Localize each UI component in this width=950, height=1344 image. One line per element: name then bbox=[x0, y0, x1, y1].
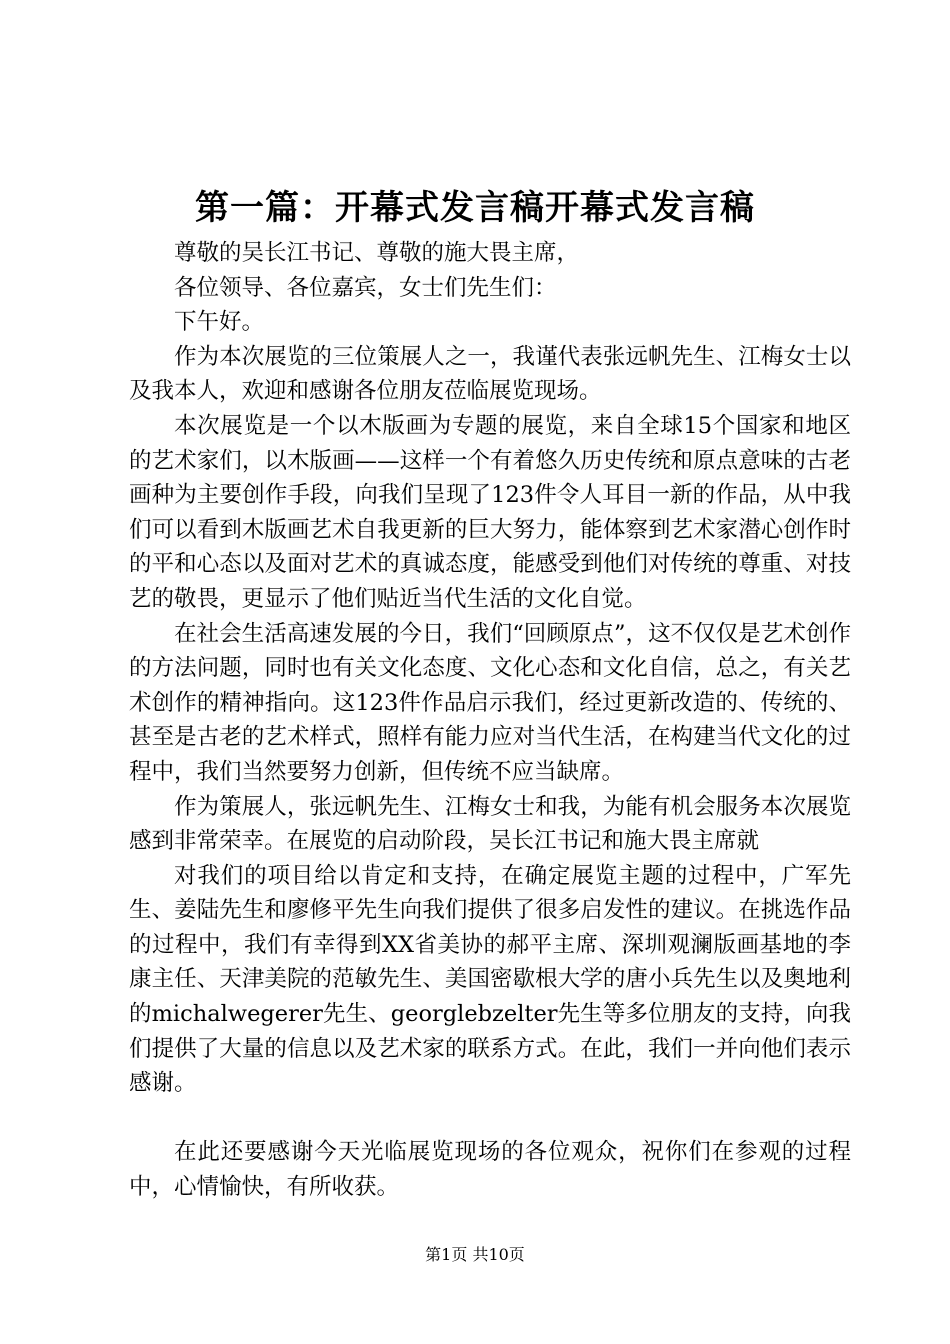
paragraph-curators: 作为策展人，张远帆先生、江梅女士和我，为能有机会服务本次展览感到非常荣幸。在展览的启动阶段，吴长江书记和施大畏主席就 bbox=[129, 793, 851, 855]
paragraph-closing: 在此还要感谢今天光临展览现场的各位观众，祝你们在参观的过程中，心情愉快，有所收获。 bbox=[129, 1139, 851, 1201]
document-body bbox=[129, 236, 851, 1205]
document-title: 第一篇：开幕式发言稿开幕式发言稿 bbox=[195, 188, 755, 228]
paragraph-exhibition-intro: 本次展览是一个以木版画为专题的展览，来自全球15个国家和地区的艺术家们，以木版画——这样一个有着悠久历史传统和原点意味的古老画种为主要创作手段，向我们呈现了123件令人耳目一新的作品，从中我们可以看到木版画艺术自我更新的巨大努力，能体察到艺术家潜心创作时的平和心态以及面对艺术的真诚态度，能感受到他们对传统的尊重、对技艺的敬畏，更显示了他们贴近当代生活的文化自觉。 bbox=[129, 412, 851, 612]
page-number-footer: 第1页 共10页 bbox=[425, 1245, 525, 1264]
paragraph-thanks: 对我们的项目给以肯定和支持，在确定展览主题的过程中，广军先生、姜陆先生和廖修平先生向我们提供了很多启发性的建议。在挑选作品的过程中，我们有幸得到XX省美协的郝平主席、深圳观澜版画基地的李康主任、天津美院的范敏先生、美国密歇根大学的唐小兵先生以及奥地利的michalwegerer先生、georglebzelter先生等多位朋友的支持，向我们提供了大量的信息以及艺术家的联系方式。在此，我们一并向他们表示感谢。 bbox=[129, 862, 851, 1097]
salutation-line-2: 各位领导、各位嘉宾，女士们先生们： bbox=[174, 274, 557, 301]
salutation-line-1: 尊敬的吴长江书记、尊敬的施大畏主席， bbox=[174, 240, 580, 266]
paragraph-origin: 在社会生活高速发展的今日，我们“回顾原点”，这不仅仅是艺术创作的方法问题，同时也有关文化态度、文化心态和文化自信，总之，有关艺术创作的精神指向。这123件作品启示我们，经过更新改造的、传统的、甚至是古老的艺术样式，照样有能力应对当代生活，在构建当代文化的过程中，我们当然要努力创新，但传统不应当缺席。 bbox=[129, 620, 851, 785]
greeting: 下午好。 bbox=[174, 309, 265, 336]
paragraph-welcome: 作为本次展览的三位策展人之一，我谨代表张远帆先生、江梅女士以及我本人，欢迎和感谢各位朋友莅临展览现场。 bbox=[129, 343, 851, 405]
